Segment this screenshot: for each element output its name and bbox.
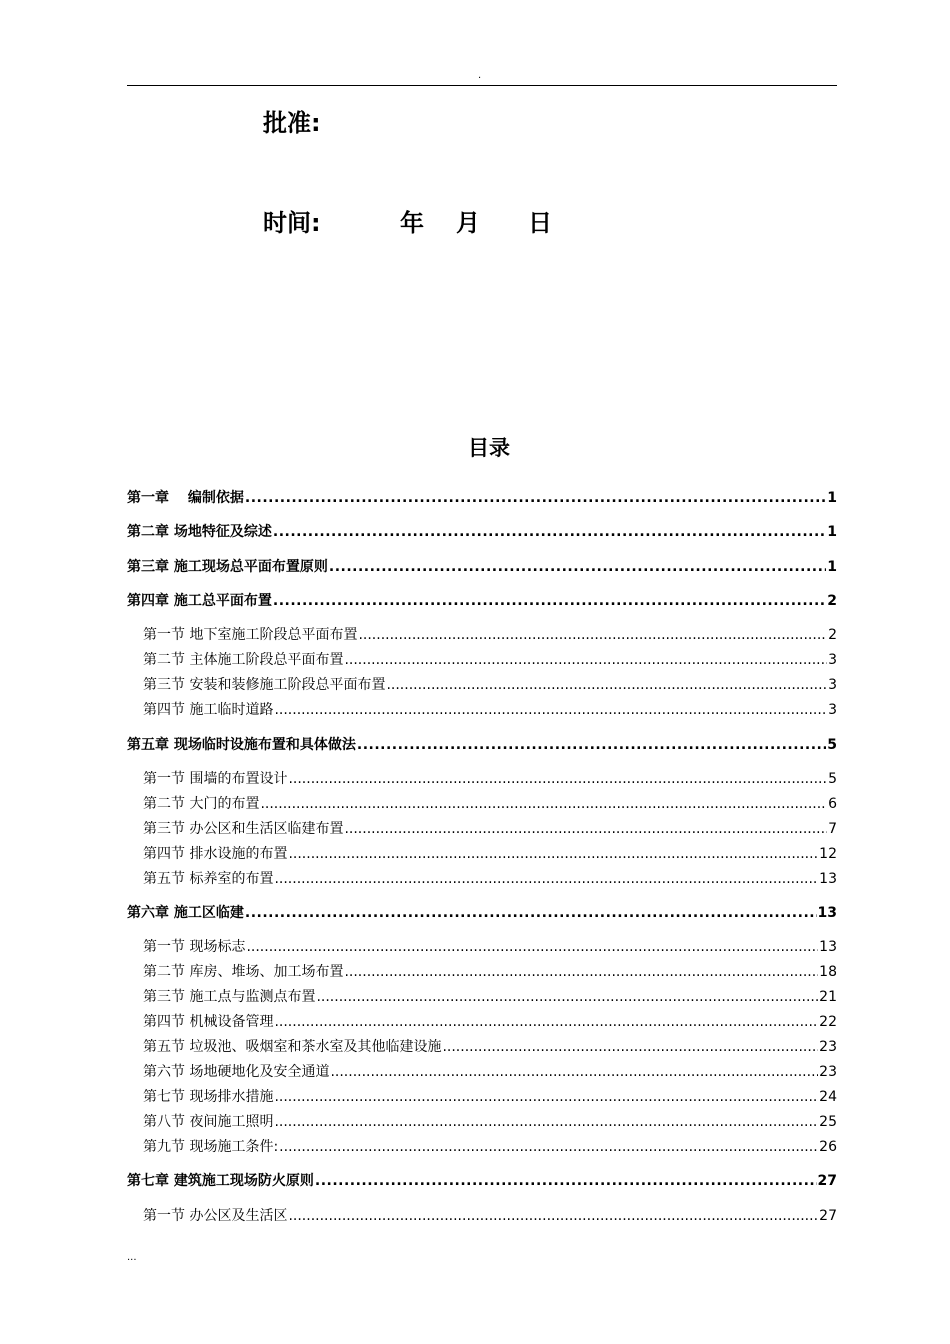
toc-entry[interactable]	[127, 903, 837, 923]
toc-entry-page: 26	[819, 1139, 837, 1155]
toc-entry-text: 第七节 现场排水措施	[143, 1089, 274, 1105]
toc-entry-text: 第六节 场地硬地化及安全通道	[143, 1064, 330, 1080]
toc-leader	[273, 591, 826, 611]
toc-leader	[279, 1137, 818, 1157]
toc-entry[interactable]	[143, 625, 837, 645]
toc-entry[interactable]	[143, 1037, 837, 1057]
toc-entry-page: 27	[817, 1173, 837, 1189]
toc-entry-page: 2	[827, 593, 837, 609]
toc-leader	[274, 700, 827, 720]
approve-label: 批准:	[263, 109, 321, 137]
toc-leader	[358, 625, 827, 645]
toc-entry-text: 第四节 施工临时道路	[143, 702, 274, 718]
toc-leader	[316, 987, 818, 1007]
toc-entry[interactable]	[143, 1087, 837, 1107]
toc-entry-page: 13	[819, 871, 837, 887]
toc-entry-text: 第三节 办公区和生活区临建布置	[143, 821, 344, 837]
footer-mark: ...	[127, 1252, 137, 1263]
toc-entry-page: 3	[828, 702, 837, 718]
toc-entry[interactable]	[127, 1171, 837, 1191]
toc-entry-page: 24	[819, 1089, 837, 1105]
toc-entry-text: 第一节 围墙的布置设计	[143, 771, 288, 787]
toc-leader	[274, 1012, 818, 1032]
toc-leader	[245, 488, 826, 508]
toc-entry[interactable]	[127, 735, 837, 755]
toc-leader	[357, 735, 826, 755]
toc-entry[interactable]	[127, 557, 837, 577]
time-label: 时间:	[263, 209, 321, 237]
toc-entry-text: 第二章 场地特征及综述	[127, 524, 272, 540]
toc-leader	[329, 557, 826, 577]
toc-entry-text: 第五节 垃圾池、吸烟室和茶水室及其他临建设施	[143, 1039, 442, 1055]
toc-entry[interactable]	[143, 1112, 837, 1132]
toc-entry-text: 第九节 现场施工条件:	[143, 1139, 279, 1155]
toc-entry[interactable]	[143, 1137, 837, 1157]
toc-entry-text: 第四节 机械设备管理	[143, 1014, 274, 1030]
toc-entry-text: 第四章 施工总平面布置	[127, 593, 272, 609]
toc-entry-text: 第五节 标养室的布置	[143, 871, 274, 887]
toc-entry-page: 25	[819, 1114, 837, 1130]
toc-leader	[274, 1112, 818, 1132]
toc-entry[interactable]	[143, 869, 837, 889]
toc-entry[interactable]	[143, 844, 837, 864]
header-rule	[127, 85, 837, 86]
toc-entry-page: 1	[827, 490, 837, 506]
toc-entry-text: 第三节 施工点与监测点布置	[143, 989, 316, 1005]
toc-leader	[330, 1062, 818, 1082]
toc-leader	[288, 769, 827, 789]
toc-entry-text: 第一节 现场标志	[143, 939, 246, 955]
toc-entry-page: 12	[819, 846, 837, 862]
toc-entry[interactable]	[143, 962, 837, 982]
toc-entry[interactable]	[143, 1206, 837, 1226]
toc-leader	[344, 962, 818, 982]
toc-entry-page: 1	[827, 524, 837, 540]
toc-leader	[315, 1171, 817, 1191]
toc-entry-text: 第三节 安装和装修施工阶段总平面布置	[143, 677, 386, 693]
toc-entry-page: 5	[827, 737, 837, 753]
toc-entry-page: 7	[828, 821, 837, 837]
toc-entry-page: 23	[819, 1064, 837, 1080]
toc-entry-text: 第四节 排水设施的布置	[143, 846, 288, 862]
toc-entry-text: 第二节 库房、堆场、加工场布置	[143, 964, 344, 980]
toc-leader	[288, 1206, 818, 1226]
toc-entry-page: 3	[828, 652, 837, 668]
toc-leader	[260, 794, 827, 814]
toc-entry[interactable]	[143, 700, 837, 720]
toc-entry-page: 27	[819, 1208, 837, 1224]
toc-leader	[344, 650, 827, 670]
toc-entry-text: 第二节 主体施工阶段总平面布置	[143, 652, 344, 668]
toc-title: 目录	[468, 436, 510, 460]
toc-leader	[442, 1037, 818, 1057]
toc-entry[interactable]	[143, 650, 837, 670]
toc-leader	[245, 903, 817, 923]
toc-entry[interactable]	[143, 1062, 837, 1082]
toc-leader	[273, 522, 826, 542]
toc-entry-text: 第八节 夜间施工照明	[143, 1114, 274, 1130]
toc-entry-page: 13	[817, 905, 837, 921]
toc-entry-page: 23	[819, 1039, 837, 1055]
toc-entry[interactable]	[143, 937, 837, 957]
toc-entry[interactable]	[143, 769, 837, 789]
toc-entry-text: 第三章 施工现场总平面布置原则	[127, 559, 328, 575]
toc-entry[interactable]	[143, 819, 837, 839]
toc-entry-page: 21	[819, 989, 837, 1005]
toc-entry-page: 3	[828, 677, 837, 693]
toc-entry[interactable]	[143, 1012, 837, 1032]
toc-leader	[274, 1087, 818, 1107]
toc-entry-page: 5	[828, 771, 837, 787]
toc-entry-text: 第六章 施工区临建	[127, 905, 244, 921]
toc-entry-page: 1	[827, 559, 837, 575]
header-mark: .	[478, 70, 482, 81]
toc-entry[interactable]	[127, 488, 837, 508]
toc-leader	[344, 819, 827, 839]
toc-entry-text: 第一节 办公区及生活区	[143, 1208, 288, 1224]
day-label: 日	[528, 209, 552, 237]
toc-entry[interactable]	[143, 987, 837, 1007]
toc-leader	[246, 937, 818, 957]
toc-entry[interactable]	[127, 591, 837, 611]
toc-entry-page: 18	[819, 964, 837, 980]
toc-entry-text: 第七章 建筑施工现场防火原则	[127, 1173, 314, 1189]
toc-entry-text: 第一章 编制依据	[127, 490, 244, 506]
toc-entry-text: 第五章 现场临时设施布置和具体做法	[127, 737, 356, 753]
toc-leader	[288, 844, 818, 864]
toc-entry-text: 第二节 大门的布置	[143, 796, 260, 812]
month-label: 月	[456, 209, 480, 237]
toc-leader	[386, 675, 827, 695]
year-label: 年	[400, 209, 424, 237]
toc-entry-page: 22	[819, 1014, 837, 1030]
toc-entry-text: 第一节 地下室施工阶段总平面布置	[143, 627, 358, 643]
toc-leader	[274, 869, 818, 889]
toc-entry[interactable]	[143, 794, 837, 814]
toc-entry[interactable]	[143, 675, 837, 695]
toc-entry-page: 6	[828, 796, 837, 812]
toc-entry-page: 2	[828, 627, 837, 643]
toc-entry-page: 13	[819, 939, 837, 955]
toc-entry[interactable]	[127, 522, 837, 542]
